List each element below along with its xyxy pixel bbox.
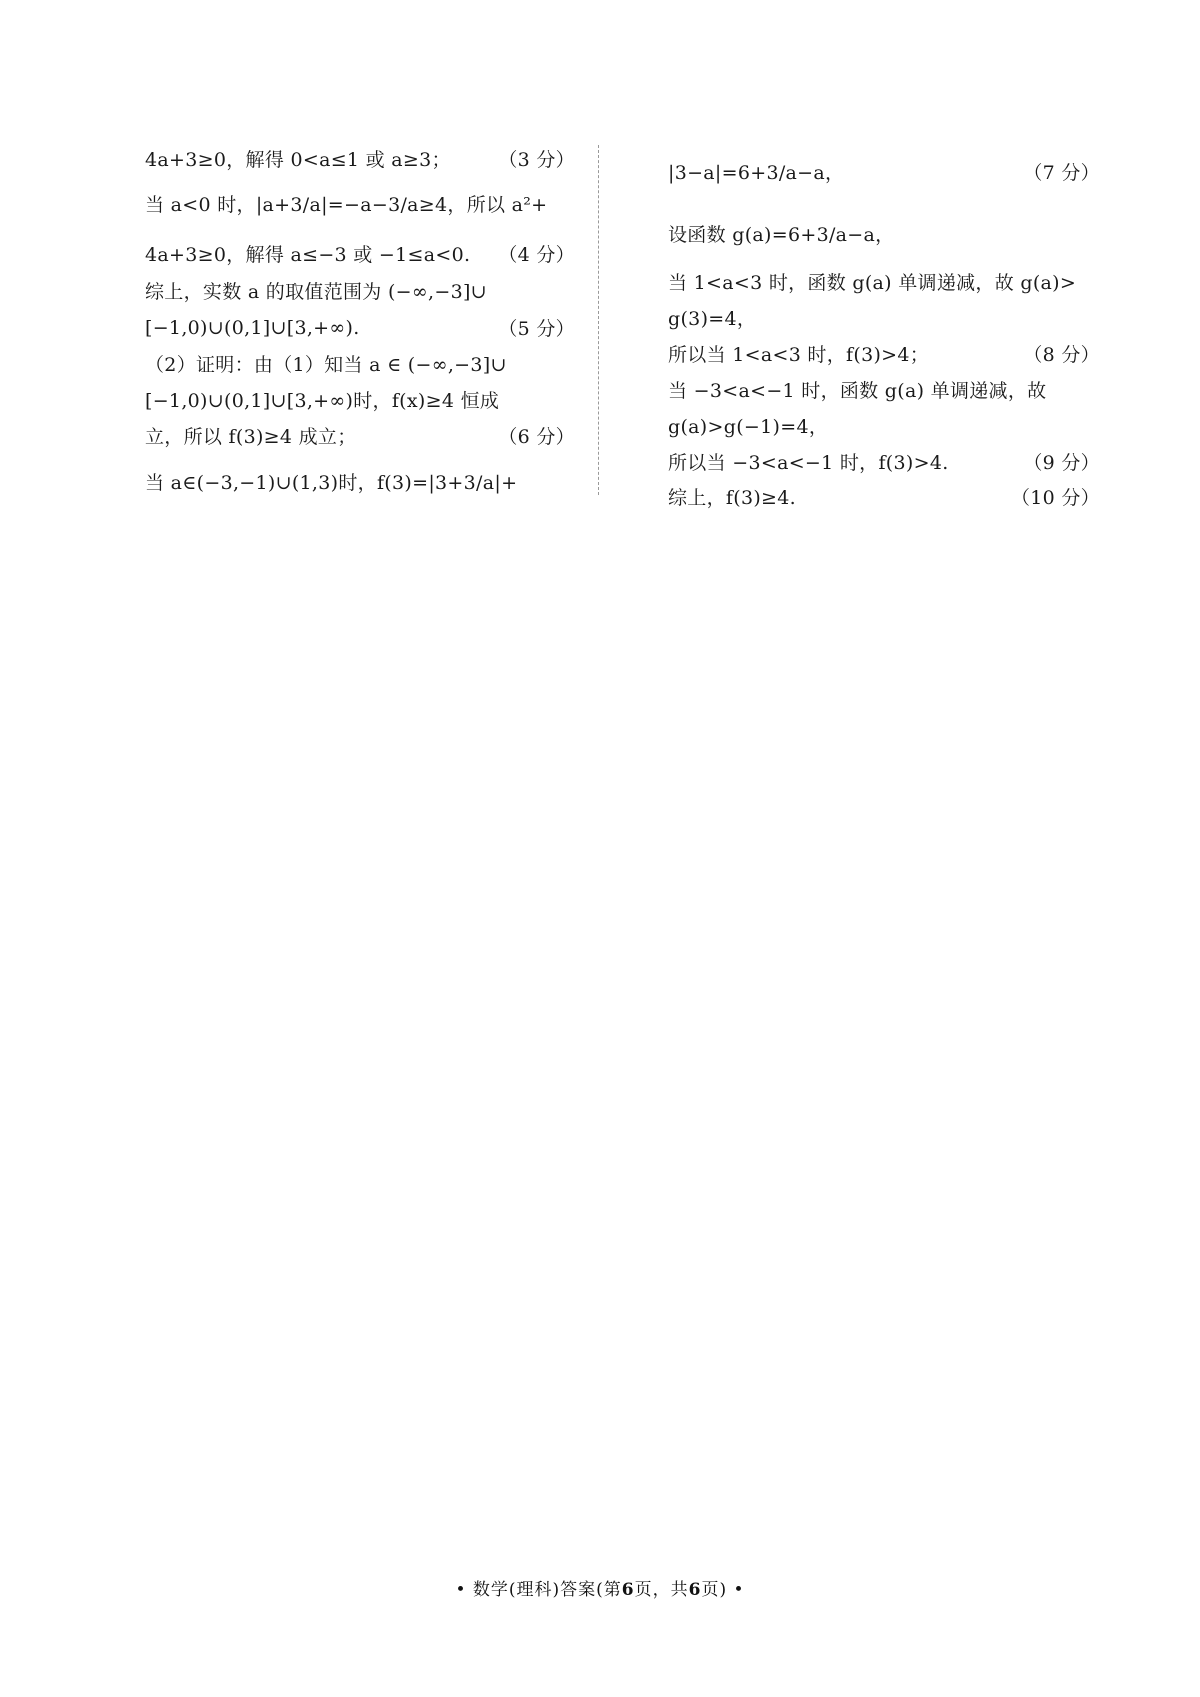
bullet-icon: • (733, 1580, 745, 1600)
left-line-4: 综上，实数 a 的取值范围为 (−∞,−3]∪ (145, 281, 487, 303)
column-divider (598, 145, 599, 495)
right-line-7: g(a)>g(−1)=4， (668, 416, 829, 438)
left-line-8: 立，所以 f(3)≥4 成立； （6 分） (145, 422, 575, 449)
score-label: （4 分） (498, 244, 575, 266)
score-label: （10 分） (1010, 487, 1100, 509)
right-line-9: 综上，f(3)≥4. （10 分） (668, 483, 1100, 510)
left-line-2: 当 a<0 时，|a+3/a|=−a−3/a≥4，所以 a²+ (145, 194, 548, 216)
right-line-8: 所以当 −3<a<−1 时，f(3)>4. （9 分） (668, 448, 1100, 475)
left-line-3: 4a+3≥0，解得 a≤−3 或 −1≤a<0. （4 分） (145, 240, 575, 267)
right-line-2: 设函数 g(a)=6+3/a−a， (668, 224, 895, 246)
page-footer (0, 1575, 1200, 1600)
right-line-5: 所以当 1<a<3 时，f(3)>4； （8 分） (668, 340, 1100, 367)
footer-prefix: 数学(理科)答案(第 (472, 1580, 622, 1600)
right-line-6: 当 −3<a<−1 时，函数 g(a) 单调递减，故 (668, 380, 1047, 402)
left-line-5: [−1,0)∪(0,1]∪[3,+∞). （5 分） (145, 314, 575, 341)
score-label: （3 分） (498, 149, 575, 171)
left-line-6: （2）证明：由（1）知当 a ∈ (−∞,−3]∪ (145, 354, 507, 376)
score-label: （7 分） (1023, 162, 1100, 184)
footer-page-number: 6 (621, 1580, 635, 1600)
footer-total-pages: 6 (688, 1580, 702, 1600)
left-line-1: 4a+3≥0，解得 0<a≤1 或 a≥3； （3 分） (145, 145, 575, 172)
right-line-3: 当 1<a<3 时，函数 g(a) 单调递减，故 g(a)> (668, 272, 1077, 294)
left-line-7: [−1,0)∪(0,1]∪[3,+∞)时，f(x)≥4 恒成 (145, 390, 500, 412)
score-label: （6 分） (498, 426, 575, 448)
footer-suffix: 页) (701, 1580, 728, 1600)
right-line-4: g(3)=4， (668, 308, 757, 330)
score-label: （8 分） (1023, 344, 1100, 366)
footer-mid: 页，共 (634, 1580, 689, 1600)
bullet-icon: • (455, 1580, 467, 1600)
score-label: （5 分） (498, 318, 575, 340)
score-label: （9 分） (1023, 452, 1100, 474)
right-line-1: |3−a|=6+3/a−a， （7 分） (668, 158, 1100, 185)
left-line-9: 当 a∈(−3,−1)∪(1,3)时，f(3)=|3+3/a|+ (145, 472, 518, 494)
